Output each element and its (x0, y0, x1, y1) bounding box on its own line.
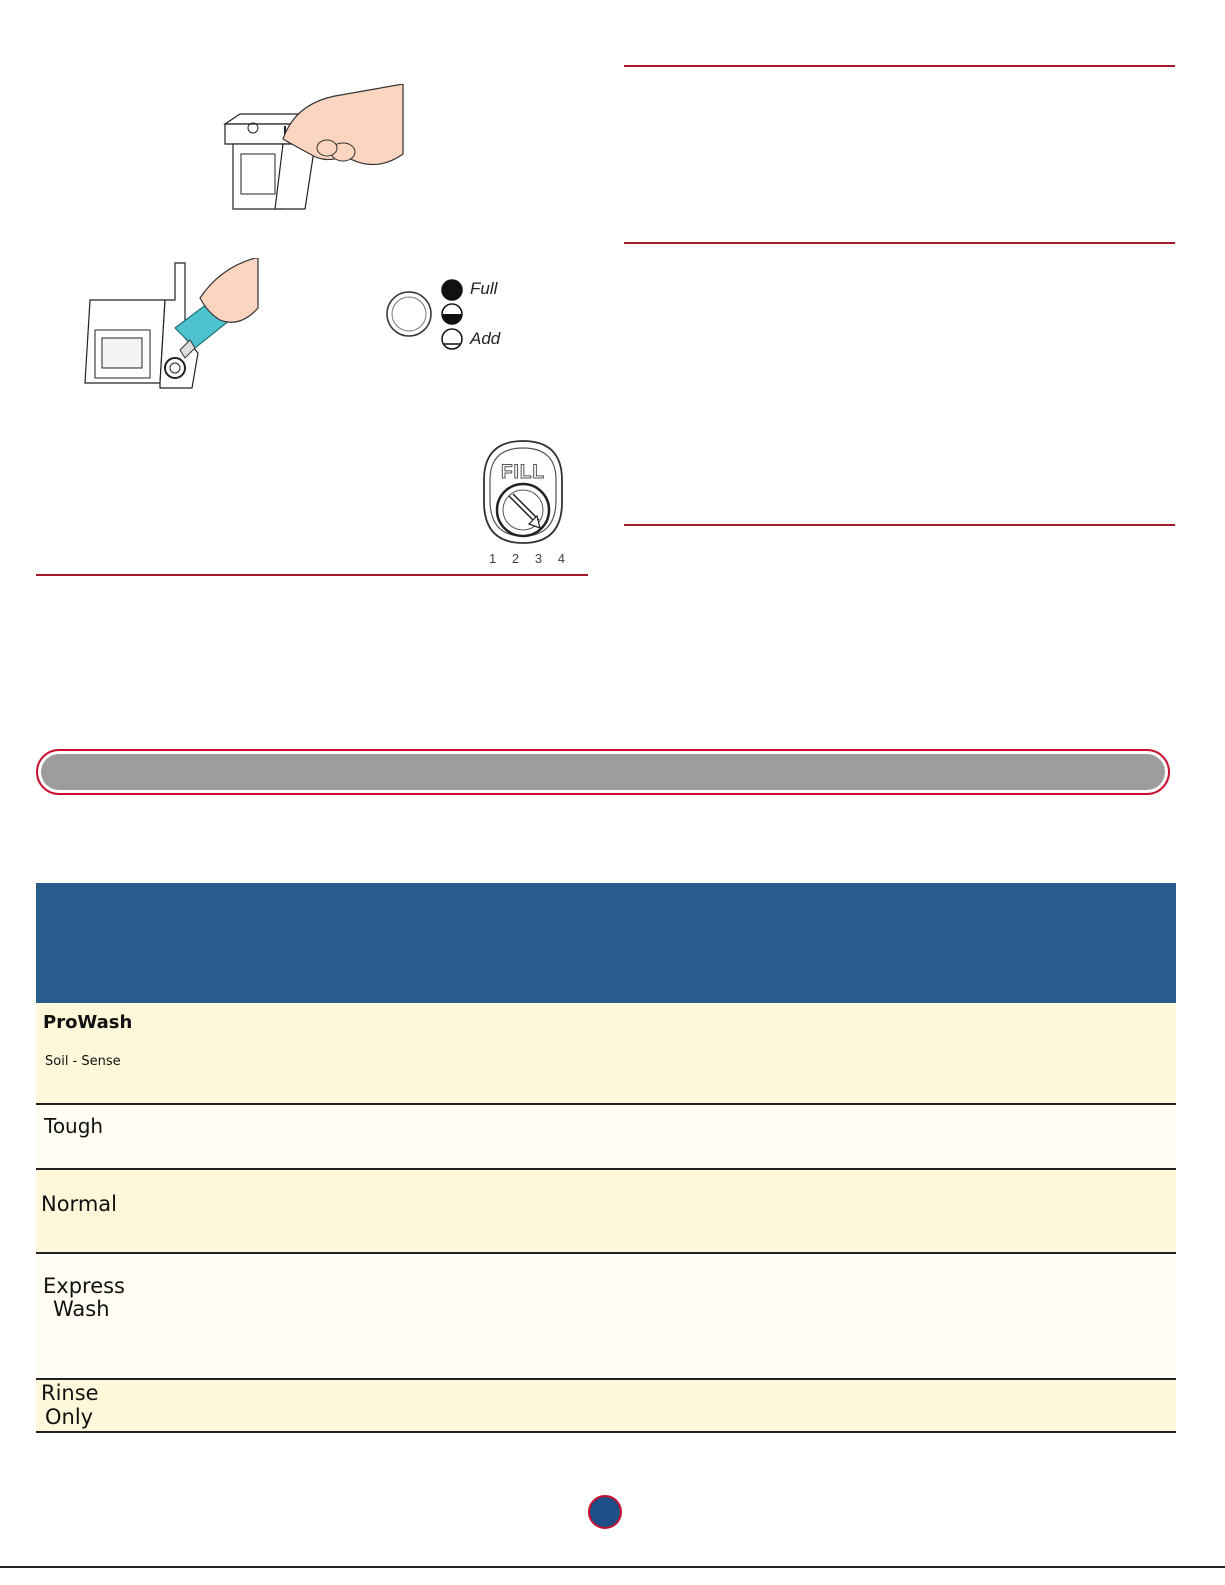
fill-knob-settings (489, 551, 565, 566)
table-row-tough (36, 1105, 1176, 1170)
fill-setting-2: 2 (511, 551, 520, 566)
table-row-normal (36, 1170, 1176, 1254)
dispenser-lid-illustration (215, 84, 405, 214)
table-row-rinse-only (36, 1380, 1176, 1433)
section-header-band (36, 749, 1170, 795)
indicator-window-icon (385, 290, 433, 338)
section-rule-lower-right (624, 524, 1175, 526)
fill-setting-1: 1 (489, 551, 497, 566)
full-level-icon (440, 278, 464, 302)
fill-setting-3: 3 (534, 551, 543, 566)
section-rule-mid-right (624, 242, 1175, 244)
cycle-name-tough: Tough (44, 1114, 104, 1138)
cycle-table-header (36, 883, 1176, 1003)
fill-knob-icon (483, 440, 563, 544)
page-bottom-rule (0, 1566, 1225, 1568)
add-label: Add (470, 329, 501, 348)
cycle-name-prowash: ProWash (43, 1012, 133, 1033)
section-rule-left (36, 574, 588, 576)
section-header-band-fill (41, 754, 1165, 790)
pour-rinse-aid-illustration (80, 258, 280, 398)
cycle-name-normal: Normal (41, 1192, 117, 1216)
table-row-prowash (36, 1003, 1176, 1105)
cycle-name-express-line2: Wash (53, 1297, 110, 1321)
cycle-name-rinse-line2: Only (45, 1405, 94, 1429)
cycle-name-rinse-line1: Rinse (41, 1381, 99, 1405)
fill-knob-label: FILL (500, 462, 546, 483)
cycle-sub-prowash: Soil - Sense (45, 1054, 121, 1069)
fill-setting-4: 4 (557, 551, 565, 566)
full-label: Full (470, 279, 498, 298)
cycle-name-express-line1: Express (43, 1274, 126, 1298)
add-level-icon (440, 327, 464, 351)
half-level-icon (440, 302, 464, 326)
table-row-express-wash (36, 1254, 1176, 1380)
section-rule-top-right (624, 65, 1175, 67)
page-number-marker (588, 1495, 622, 1529)
